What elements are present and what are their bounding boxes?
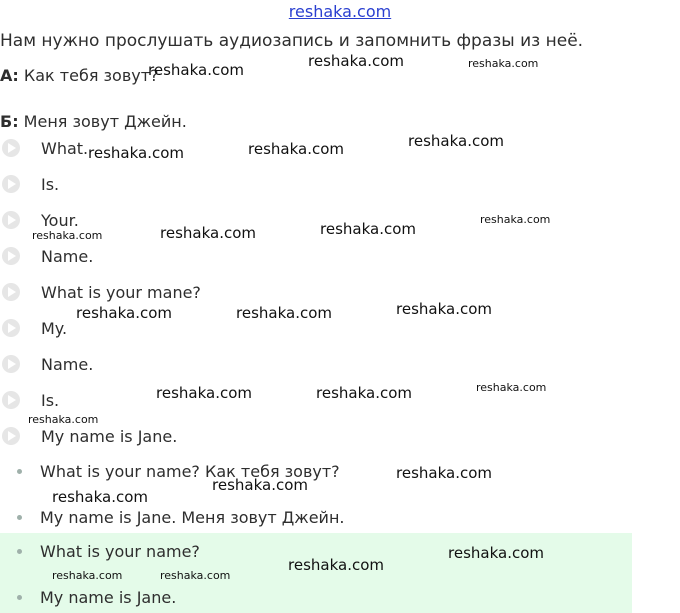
- play-icon[interactable]: [2, 211, 20, 229]
- watermark: reshaka.com: [316, 384, 412, 402]
- watermark: reshaka.com: [408, 132, 504, 150]
- dialog-line-a: [0, 66, 159, 85]
- audio-item[interactable]: [0, 424, 178, 448]
- watermark: reshaka.com: [32, 229, 103, 242]
- phrase-text: What is your name?: [40, 541, 200, 561]
- task-instruction: Нам нужно прослушать аудиозапись и запомнить фразы из неё.: [0, 31, 584, 51]
- bullet-dot: [17, 469, 22, 474]
- play-icon[interactable]: [2, 427, 20, 445]
- play-icon[interactable]: [2, 391, 20, 409]
- phrase-text: What is your name? Как тебя зовут?: [40, 461, 340, 481]
- watermark: reshaka.com: [52, 569, 123, 582]
- audio-item[interactable]: [0, 352, 94, 376]
- play-icon[interactable]: [2, 355, 20, 373]
- audio-item[interactable]: [0, 280, 201, 304]
- audio-label: Your.: [41, 210, 79, 230]
- play-icon[interactable]: [2, 175, 20, 193]
- audio-item[interactable]: [0, 136, 89, 160]
- watermark: reshaka.com: [160, 224, 256, 242]
- watermark: reshaka.com: [396, 300, 492, 318]
- play-icon[interactable]: [2, 247, 20, 265]
- watermark: reshaka.com: [468, 57, 539, 70]
- dialog-line-b: [0, 112, 187, 131]
- watermark: reshaka.com: [28, 413, 99, 426]
- audio-label: Is.: [41, 174, 60, 194]
- play-icon[interactable]: [2, 139, 20, 157]
- watermark: reshaka.com: [480, 213, 551, 226]
- watermark: reshaka.com: [212, 476, 308, 494]
- watermark: reshaka.com: [320, 220, 416, 238]
- phrase-text: My name is Jane. Меня зовут Джейн.: [40, 507, 345, 527]
- bullet-dot: [17, 515, 22, 520]
- audio-item[interactable]: [0, 388, 60, 412]
- phrase-text: My name is Jane.: [40, 587, 177, 607]
- audio-item[interactable]: [0, 316, 68, 340]
- watermark: reshaka.com: [52, 488, 148, 506]
- dialog-text: Как тебя зовут?: [18, 66, 159, 85]
- watermark: reshaka.com: [160, 569, 231, 582]
- speaker-label: А:: [0, 66, 19, 85]
- watermark: reshaka.com: [448, 544, 544, 562]
- audio-label: What.: [41, 138, 89, 158]
- audio-item[interactable]: [0, 244, 94, 268]
- watermark: reshaka.com: [248, 140, 344, 158]
- speaker-label: Б:: [0, 112, 19, 131]
- audio-label: Name.: [41, 246, 94, 266]
- audio-item[interactable]: [0, 172, 60, 196]
- play-icon[interactable]: [2, 283, 20, 301]
- watermark: reshaka.com: [396, 464, 492, 482]
- play-icon[interactable]: [2, 319, 20, 337]
- watermark: reshaka.com: [156, 384, 252, 402]
- audio-label: Name.: [41, 354, 94, 374]
- bullet-dot: [17, 549, 22, 554]
- watermark: reshaka.com: [148, 61, 244, 79]
- audio-item[interactable]: [0, 208, 79, 232]
- watermark: reshaka.com: [288, 556, 384, 574]
- watermark: reshaka.com: [236, 304, 332, 322]
- audio-label: My.: [41, 318, 68, 338]
- site-link[interactable]: reshaka.com: [288, 2, 392, 21]
- watermark: reshaka.com: [88, 144, 184, 162]
- watermark: reshaka.com: [76, 304, 172, 322]
- dialog-text: Меня зовут Джейн.: [18, 112, 187, 131]
- watermark: reshaka.com: [476, 381, 547, 394]
- audio-label: My name is Jane.: [41, 426, 178, 446]
- audio-label: Is.: [41, 390, 60, 410]
- watermark: reshaka.com: [308, 52, 404, 70]
- audio-label: What is your mane?: [41, 282, 201, 302]
- bullet-dot: [17, 595, 22, 600]
